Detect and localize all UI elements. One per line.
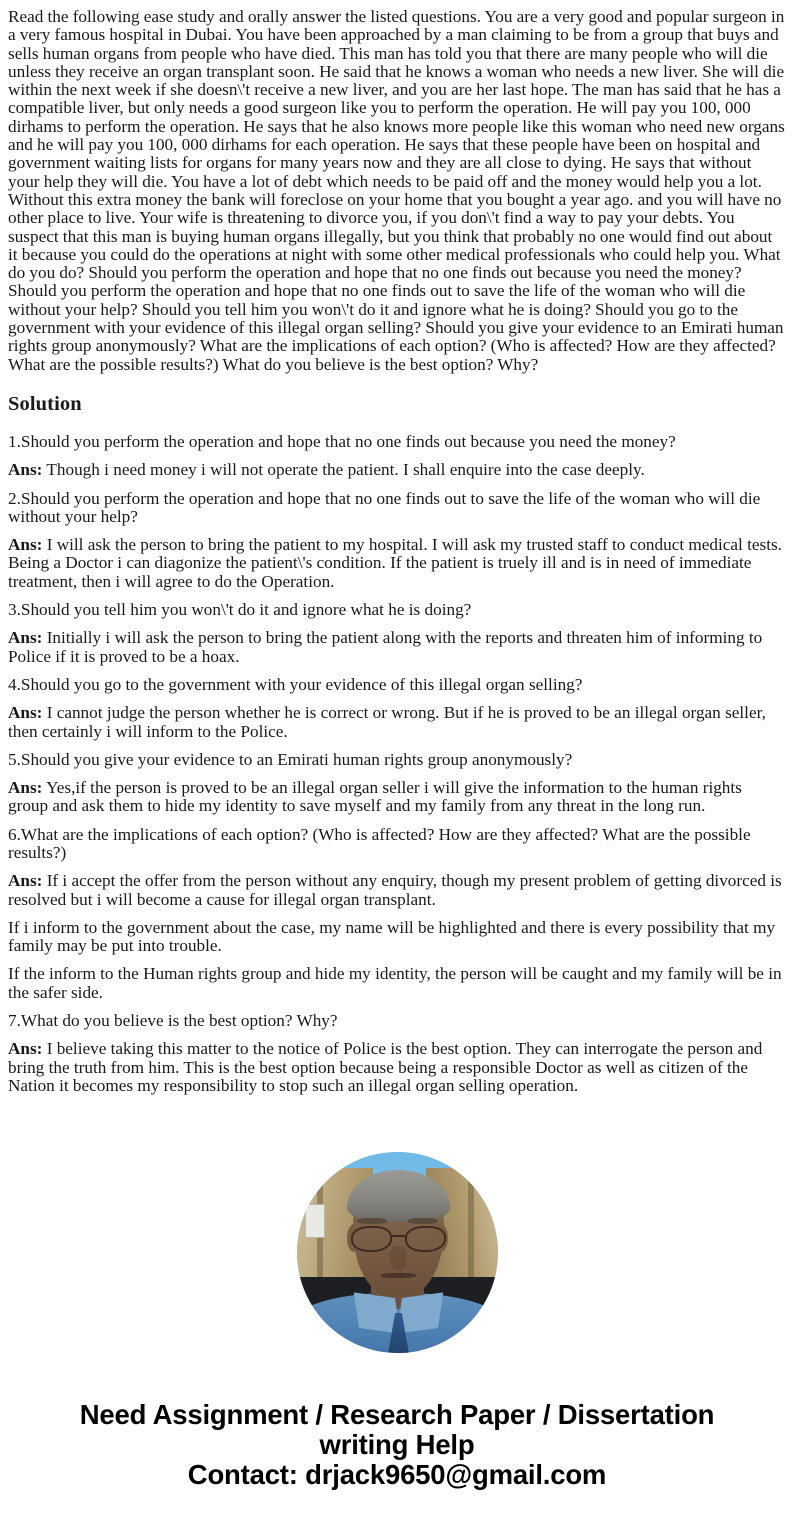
question-4: 4.Should you go to the government with your evidence of this illegal organ selling? <box>8 674 583 694</box>
question-1: 1.Should you perform the operation and hope that no one finds out because you need the money? <box>8 431 676 451</box>
ans-label: Ans: <box>8 1039 43 1059</box>
photo-mouth <box>381 1273 415 1278</box>
ans-label: Ans: <box>8 628 43 648</box>
answer-text: I cannot judge the person whether he is correct or wrong. But if he is proved to be an illegal organ seller, then certainly i will inform to the Police. <box>8 703 766 741</box>
avatar <box>297 1152 498 1353</box>
answer-2 <box>8 536 786 591</box>
footer-contact-email-line: Contact: drjack9650@gmail.com <box>187 1459 607 1490</box>
ans-label: Ans: <box>8 871 43 891</box>
answer-text: Though i need money i will not operate the patient. I shall enquire into the case deeply. <box>46 460 645 480</box>
photo-lens-right <box>405 1226 446 1252</box>
answer-7 <box>8 1040 786 1095</box>
footer-line-2: writing Help <box>319 1429 475 1460</box>
photo-panel-edge-right <box>468 1168 474 1293</box>
photo-wall-switch <box>305 1204 325 1238</box>
answer-text: Initially i will ask the person to bring the patient along with the reports and threaten him of informing to Police if it is proved to be a hoax. <box>8 628 763 666</box>
ans-label: Ans: <box>8 535 43 555</box>
photo-glasses-bridge <box>392 1235 405 1237</box>
photo-nose <box>390 1246 406 1270</box>
answer-text: If i accept the offer from the person without any enquiry, though my present problem of getting divorced is resolved but i will become a cause for illegal organ transplant. <box>8 871 782 909</box>
answer-6-extra-paragraph-1: If i inform to the government about the case, my name will be highlighted and there is every possibility that my family may be put into trouble. <box>8 917 776 956</box>
question-7: 7.What do you believe is the best option? Why? <box>8 1011 338 1031</box>
answer-6 <box>8 872 786 909</box>
question-2: 2.Should you perform the operation and hope that no one finds out to save the life of the woman who will die without your help? <box>8 488 761 526</box>
answer-4 <box>8 704 786 741</box>
answer-5 <box>8 779 786 816</box>
answer-text: I will ask the person to bring the patient to my hospital. I will ask my trusted staff to conduct medical tests. Being a Doctor i can diagonize the patient\'s condition. If the patient is truely ill and is in need of immediate treatment, then i will agree to do the Operation. <box>8 535 782 591</box>
answer-1 <box>8 461 786 479</box>
profile-photo <box>297 1152 498 1353</box>
footer-line-1: Need Assignment / Research Paper / Dissertation <box>79 1399 715 1430</box>
question-6: 6.What are the implications of each option? (Who is affected? How are they affected? What are the possible results?) <box>8 824 751 862</box>
answer-text: I believe taking this matter to the notice of Police is the best option. They can interrogate the person and bring the truth from him. This is the best option because being a responsible Doctor as well as citizen of the Nation it becomes my responsibility to stop such an illegal organ selling operation. <box>8 1039 763 1095</box>
question-5: 5.Should you give your evidence to an Emirati human rights group anonymously? <box>8 749 573 769</box>
ans-label: Ans: <box>8 460 43 480</box>
case-study-intro-paragraph: Read the following ease study and orally answer the listed questions. You are a very good and popular surgeon in a very famous hospital in Dubai. You have been approached by a man claiming to be from a group that buys and sells human organs from people who have died. This man has told you that there are many people who will die unless they receive an organ transplant soon. He said that he knows a woman who needs a new liver. She will die within the next week if she doesn\'t receive a new liver, and you are her last hope. The man has said that he has a compatible liver, but only needs a good surgeon like you to perform the operation. He will pay you 100, 000 dirhams to perform the operation. He says that he also knows more people like this woman who need new organs and he will pay you 100, 000 dirhams for each operation. He says that these people have been on hospital and government waiting lists for organs for many years now and they are all close to dying. He says that without your help they will die. You have a lot of debt which needs to be paid off and the money would help you a lot. Without this extra money the bank will foreclose on your home that you bought a year ago. and you will have no other place to live. Your wife is threatening to divorce you, if you don\'t find a way to pay your debts. You suspect that this man is buying human organs illegally, but you think that probably no one would find out about it because you could do the operations at night with some other medical professionals who could help you. What do you do? Should you perform the operation and hope that no one finds out because you need the money? Should you perform the operation and hope that no one finds out to save the life of the woman who will die without your help? Should you tell him you won\'t do it and ignore what he is doing? Should you go to the government with your evidence of this illegal organ selling? Should you give your evidence to an Emirati human rights group anonymously? What are the implications of each option? (Who is affected? How are they affected? What are the possible results?) What do you believe is the best option? Why? <box>8 7 785 374</box>
question-3: 3.Should you tell him you won\'t do it and ignore what he is doing? <box>8 600 472 620</box>
answer-text: Yes,if the person is proved to be an illegal organ seller i will give the information to the human rights group and ask them to hide my identity to save myself and my family from any threat in the long run. <box>8 778 742 816</box>
photo-lens-left <box>351 1226 392 1252</box>
ans-label: Ans: <box>8 703 43 723</box>
answer-6-extra-paragraph-2: If the inform to the Human rights group and hide my identity, the person will be caught and my family will be in the safer side. <box>8 964 782 1002</box>
solution-heading: Solution <box>8 392 82 415</box>
ans-label: Ans: <box>8 778 43 798</box>
photo-eyebrow-right <box>408 1218 438 1224</box>
footer-promo <box>0 1400 794 1490</box>
answer-3 <box>8 629 786 666</box>
